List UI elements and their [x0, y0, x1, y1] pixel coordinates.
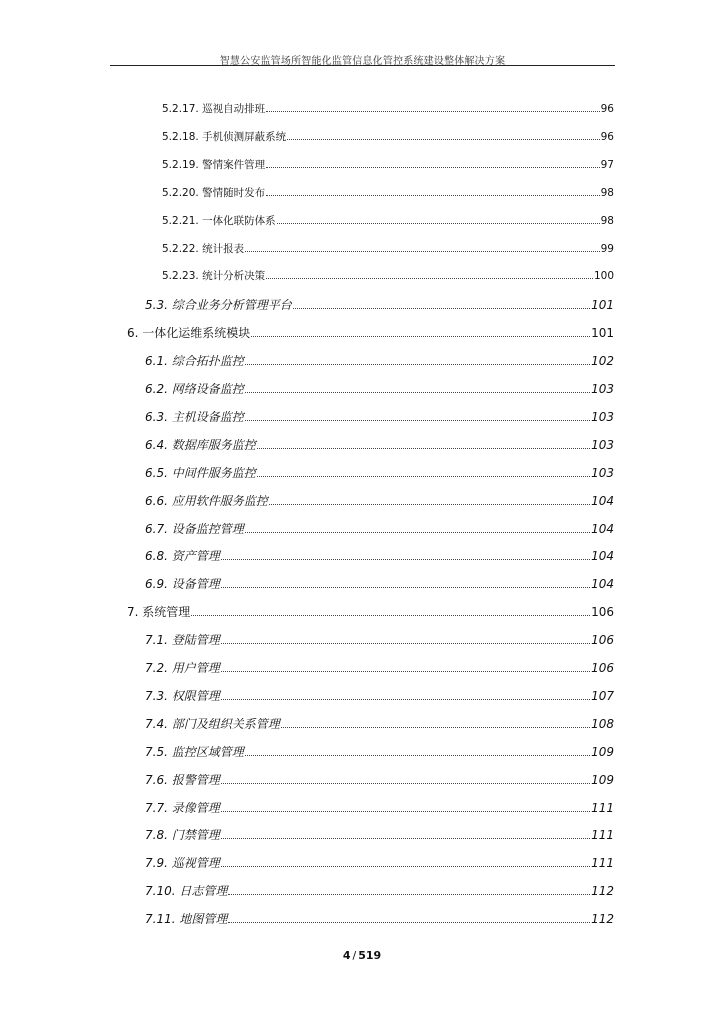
- toc-entry-title: 7.1. 登陆管理: [145, 633, 220, 647]
- toc-entry-title: 7.10. 日志管理: [145, 884, 228, 898]
- toc-entry-title: 7. 系统管理: [127, 605, 191, 619]
- toc-entry[interactable]: [145, 380, 614, 396]
- toc-entry-page-number: 104: [591, 494, 614, 508]
- toc-entry-page-number: 98: [600, 215, 614, 227]
- toc-entry-page-number: 96: [600, 131, 614, 143]
- toc-entry-title: 5.2.22. 统计报表: [162, 243, 245, 255]
- toc-entry[interactable]: [162, 157, 614, 171]
- toc-entry[interactable]: [145, 631, 614, 647]
- toc-dot-leader: [266, 111, 600, 112]
- toc-entry[interactable]: [162, 129, 614, 143]
- toc-entry-page-number: 102: [591, 354, 614, 368]
- toc-entry[interactable]: [145, 547, 614, 563]
- toc-entry-page-number: 106: [591, 661, 614, 675]
- toc-entry-title: 7.9. 巡视管理: [145, 856, 220, 870]
- toc-entry[interactable]: [162, 268, 614, 282]
- toc-entry-page-number: 104: [591, 577, 614, 591]
- toc-entry[interactable]: [145, 826, 614, 842]
- toc-dot-leader: [266, 195, 600, 196]
- toc-entry-page-number: 103: [591, 438, 614, 452]
- toc-entry[interactable]: [145, 296, 614, 312]
- toc-dot-leader: [269, 504, 590, 505]
- toc-entry[interactable]: [145, 575, 614, 591]
- toc-entry-page-number: 106: [591, 633, 614, 647]
- toc-entry[interactable]: [145, 910, 614, 926]
- toc-dot-leader: [221, 699, 590, 700]
- toc-dot-leader: [245, 392, 590, 393]
- toc-dot-leader: [266, 278, 593, 279]
- toc-dot-leader: [245, 420, 590, 421]
- toc-entry-title: 6.8. 资产管理: [145, 549, 220, 563]
- toc-entry-title: 6.1. 综合拓扑监控: [145, 354, 244, 368]
- toc-entry-title: 7.7. 录像管理: [145, 801, 220, 815]
- toc-entry-title: 6.7. 设备监控管理: [145, 522, 244, 536]
- current-page-number: 4: [342, 949, 351, 962]
- toc-entry-title: 5.2.23. 统计分析决策: [162, 270, 266, 282]
- toc-entry-title: 6. 一体化运维系统模块: [127, 326, 251, 340]
- toc-dot-leader: [257, 448, 590, 449]
- toc-entry-page-number: 107: [591, 689, 614, 703]
- toc-entry[interactable]: [145, 520, 614, 536]
- toc-entry[interactable]: [145, 799, 614, 815]
- toc-entry-title: 6.3. 主机设备监控: [145, 410, 244, 424]
- toc-entry-page-number: 112: [591, 912, 614, 926]
- page-number-footer: [0, 949, 724, 962]
- toc-dot-leader: [266, 167, 600, 168]
- toc-entry[interactable]: [145, 659, 614, 675]
- toc-entry[interactable]: [162, 101, 614, 115]
- toc-entry-page-number: 111: [591, 801, 614, 815]
- page-separator: /: [352, 949, 357, 962]
- toc-entry-page-number: 101: [591, 298, 614, 312]
- toc-entry[interactable]: [145, 882, 614, 898]
- toc-entry-title: 6.4. 数据库服务监控: [145, 438, 256, 452]
- toc-entry-page-number: 100: [593, 270, 614, 282]
- toc-entry[interactable]: [145, 687, 614, 703]
- toc-dot-leader: [221, 866, 590, 867]
- toc-entry[interactable]: [145, 464, 614, 480]
- toc-entry[interactable]: [145, 436, 614, 452]
- toc-entry-page-number: 104: [591, 522, 614, 536]
- toc-entry[interactable]: [162, 185, 614, 199]
- toc-entry-title: 7.11. 地图管理: [145, 912, 228, 926]
- toc-dot-leader: [293, 308, 590, 309]
- total-page-count: 519: [358, 949, 382, 962]
- toc-entry-title: 7.8. 门禁管理: [145, 828, 220, 842]
- toc-entry[interactable]: [127, 603, 614, 619]
- toc-entry-page-number: 109: [591, 745, 614, 759]
- toc-entry-page-number: 98: [600, 187, 614, 199]
- toc-dot-leader: [221, 559, 590, 560]
- toc-dot-leader: [257, 476, 590, 477]
- toc-entry-page-number: 96: [600, 103, 614, 115]
- toc-entry-title: 7.5. 监控区域管理: [145, 745, 244, 759]
- toc-entry-title: 5.2.17. 巡视自动排班: [162, 103, 266, 115]
- toc-entry-title: 7.3. 权限管理: [145, 689, 220, 703]
- toc-entry-page-number: 111: [591, 828, 614, 842]
- toc-entry-page-number: 101: [591, 326, 614, 340]
- toc-entry[interactable]: [145, 408, 614, 424]
- toc-dot-leader: [221, 783, 590, 784]
- toc-entry[interactable]: [145, 854, 614, 870]
- toc-dot-leader: [228, 894, 590, 895]
- toc-dot-leader: [221, 643, 590, 644]
- toc-entry-title: 6.5. 中间件服务监控: [145, 466, 256, 480]
- toc-entry[interactable]: [145, 352, 614, 368]
- toc-entry-page-number: 106: [591, 605, 614, 619]
- toc-entry-page-number: 112: [591, 884, 614, 898]
- toc-dot-leader: [245, 364, 590, 365]
- toc-entry[interactable]: [162, 213, 614, 227]
- toc-dot-leader: [221, 671, 590, 672]
- toc-dot-leader: [228, 922, 590, 923]
- toc-entry[interactable]: [145, 743, 614, 759]
- toc-entry-title: 5.3. 综合业务分析管理平台: [145, 298, 292, 312]
- toc-dot-leader: [221, 587, 590, 588]
- toc-entry-page-number: 108: [591, 717, 614, 731]
- toc-dot-leader: [221, 811, 590, 812]
- running-header: 智慧公安监管场所智能化监管信息化管控系统建设整体解决方案: [219, 56, 506, 67]
- toc-entry-title: 5.2.19. 警情案件管理: [162, 159, 266, 171]
- toc-entry-title: 5.2.18. 手机侦测屏蔽系统: [162, 131, 287, 143]
- toc-entry-title: 7.2. 用户管理: [145, 661, 220, 675]
- toc-entry-page-number: 104: [591, 549, 614, 563]
- toc-entry-page-number: 111: [591, 856, 614, 870]
- toc-dot-leader: [251, 336, 590, 337]
- toc-entry-page-number: 109: [591, 773, 614, 787]
- toc-entry-title: 7.6. 报警管理: [145, 773, 220, 787]
- toc-dot-leader: [245, 532, 590, 533]
- toc-entry-title: 7.4. 部门及组织关系管理: [145, 717, 280, 731]
- toc-entry-title: 5.2.21. 一体化联防体系: [162, 215, 276, 227]
- toc-dot-leader: [287, 139, 600, 140]
- toc-entry-title: 6.2. 网络设备监控: [145, 382, 244, 396]
- toc-dot-leader: [277, 223, 600, 224]
- toc-entry-page-number: 103: [591, 410, 614, 424]
- toc-entry-title: 6.6. 应用软件服务监控: [145, 494, 268, 508]
- toc-entry-page-number: 103: [591, 466, 614, 480]
- toc-entry-page-number: 103: [591, 382, 614, 396]
- toc-entry[interactable]: [145, 771, 614, 787]
- toc-entry-page-number: 97: [600, 159, 614, 171]
- toc-entry-page-number: 99: [600, 243, 614, 255]
- toc-entry-title: 6.9. 设备管理: [145, 577, 220, 591]
- toc-entry-title: 5.2.20. 警情随时发布: [162, 187, 266, 199]
- toc-dot-leader: [245, 251, 600, 252]
- toc-entry[interactable]: [127, 324, 614, 340]
- toc-entry[interactable]: [145, 492, 614, 508]
- toc-dot-leader: [191, 615, 590, 616]
- toc-entry[interactable]: [145, 715, 614, 731]
- toc-dot-leader: [245, 755, 590, 756]
- toc-dot-leader: [221, 838, 590, 839]
- toc-entry[interactable]: [162, 241, 614, 255]
- toc-dot-leader: [281, 727, 590, 728]
